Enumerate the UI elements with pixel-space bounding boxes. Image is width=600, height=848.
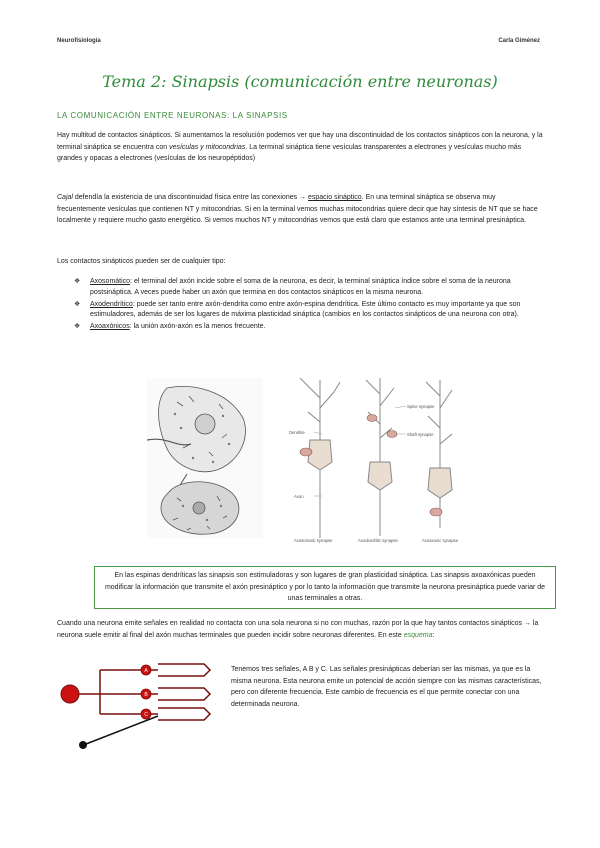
axodendritic-label: Axodendritic synapse xyxy=(358,538,398,543)
para4-text-c: : xyxy=(432,631,435,639)
neuron-body-icon xyxy=(61,685,79,703)
paragraph-cajal xyxy=(57,192,544,227)
highlight-box: En las espinas dendríticas las sinapsis son estimuladoras y son lugares de gran plasticidad sináptica. Las sinapsis axoaxónicas pueden modificar la información que transmite el axón presináptico y por lo tanto la información que transmite la neurona presináptica puede variar de unas terminales a otras. xyxy=(94,566,556,609)
neuron-signal-diagram xyxy=(58,660,218,752)
paragraph-contacts xyxy=(57,130,544,165)
header-course: Neurofisiología xyxy=(57,38,101,44)
bullet-text: : puede ser tanto entre axón-dendrita como entre axón-espina dendrítica. Este último contacto es muy importante ya que son estimuladores, además de ser los lugares de máxima plasticidad sináptica (cambios en los contactos sinápticos de una neurona con otra). xyxy=(90,300,521,319)
bullet-term: Axoaxónicos xyxy=(90,323,130,331)
list-item xyxy=(74,300,544,322)
synapse-micrograph-image xyxy=(147,378,263,538)
list-item xyxy=(74,277,544,299)
para1-emphasis: vesículas y mitocondrias xyxy=(169,143,246,151)
diamond-bullet-icon: ❖ xyxy=(74,278,81,285)
input-terminal-icon xyxy=(79,741,87,749)
axosomatic-label: Axosomatic synapse xyxy=(294,538,333,543)
spine-synapse-label: Spine synapse xyxy=(407,404,435,409)
diamond-bullet-icon: ❖ xyxy=(74,300,81,308)
para1-text-c: . La terminal sináptica tiene vesículas transparentes a electrones y vesículas mucho más grandes y opacas a electrones (vesículas de los neuropéptidos) xyxy=(57,143,522,163)
bullet-term: Axosomático xyxy=(90,278,131,285)
diamond-bullet-icon: ❖ xyxy=(74,323,81,331)
axon-label: Axon xyxy=(294,494,304,499)
synapse-types-diagram xyxy=(280,378,470,548)
para2-text-b: defendía la existencia de una discontinuidad física entre las conexiones → xyxy=(72,194,308,201)
para1-text-a: Hay multitud de contactos sinápticos. Si aumentamos la resolución podemos ver que hay una discontinuidad de los contactos sinápticos con la neurona, y la terminal sináptica se encuentra con xyxy=(57,132,543,151)
signal-a-label: A xyxy=(144,667,148,674)
cajal-name: Cajal xyxy=(57,194,73,201)
bullet-term: Axodendrítico xyxy=(90,300,133,308)
espacio-sinaptico-term: espacio sináptico xyxy=(308,194,362,201)
para4-text-a: Cuando una neurona emite señales en realidad no contacta con una sola neurona si no con muchas, razón por la que hay tantos contactos sinápticos → la neurona suele emitir al final del axón muchas terminales que pueden incidir sobre neuronas diferentes. En este xyxy=(57,620,539,639)
paragraph-multiple-contacts xyxy=(57,618,544,641)
bullet-text: : el terminal del axón incide sobre el soma de la neurona, es decir, la terminal sináptica índice sobre el soma de la neurona postsináptica. A veces puede haber un axón que termina en dos contactos sinápticos en la misma neurona. xyxy=(90,278,511,296)
esquema-term: esquema xyxy=(403,631,433,639)
list-item xyxy=(74,322,544,333)
header-author: Carla Giménez xyxy=(498,38,540,44)
para2-text-d: . En una terminal sináptica se observa muy frecuentemente vesículas que contienen NT y mitocondrias. Si en la terminal vemos muchas mitocondrias quiere decir que hay síntesis de NT que se hace localmente y requiere mucho gasto energético. Si vemos muchos NT y mitocondrias vemos que está claro que estamos ante una terminal presináptica. xyxy=(57,194,538,225)
bullet-text: : la unión axón-axón es la menos frecuente. xyxy=(129,323,266,331)
signal-c-label: C xyxy=(144,711,148,718)
signal-b-label: B xyxy=(144,691,148,698)
diagram-explanation: Tenemos tres señales, A B y C. Las señales presinápticas deberían ser las mismas, ya que es la misma neurona. Esta neurona emite un potencial de acción siempre con las mismas características, pero con diferente frecuencia. Este cambio de frecuencia es el que permite conectar con una determinada neurona. xyxy=(231,666,542,708)
page-title: Tema 2: Sinapsis (comunicación entre neuronas) xyxy=(102,72,498,91)
dendrite-label: Dendrite xyxy=(289,430,305,435)
section-heading: LA COMUNICACIÓN ENTRE NEURONAS: LA SINAPSIS xyxy=(57,111,288,120)
axoaxonic-label: Axoaxonic synapse xyxy=(422,538,459,543)
paragraph-types-intro: Los contactos sinápticos pueden ser de cualquier tipo: xyxy=(57,258,226,265)
synapse-types-list xyxy=(74,277,544,334)
shaft-synapse-label: Shaft synapse xyxy=(407,432,434,437)
